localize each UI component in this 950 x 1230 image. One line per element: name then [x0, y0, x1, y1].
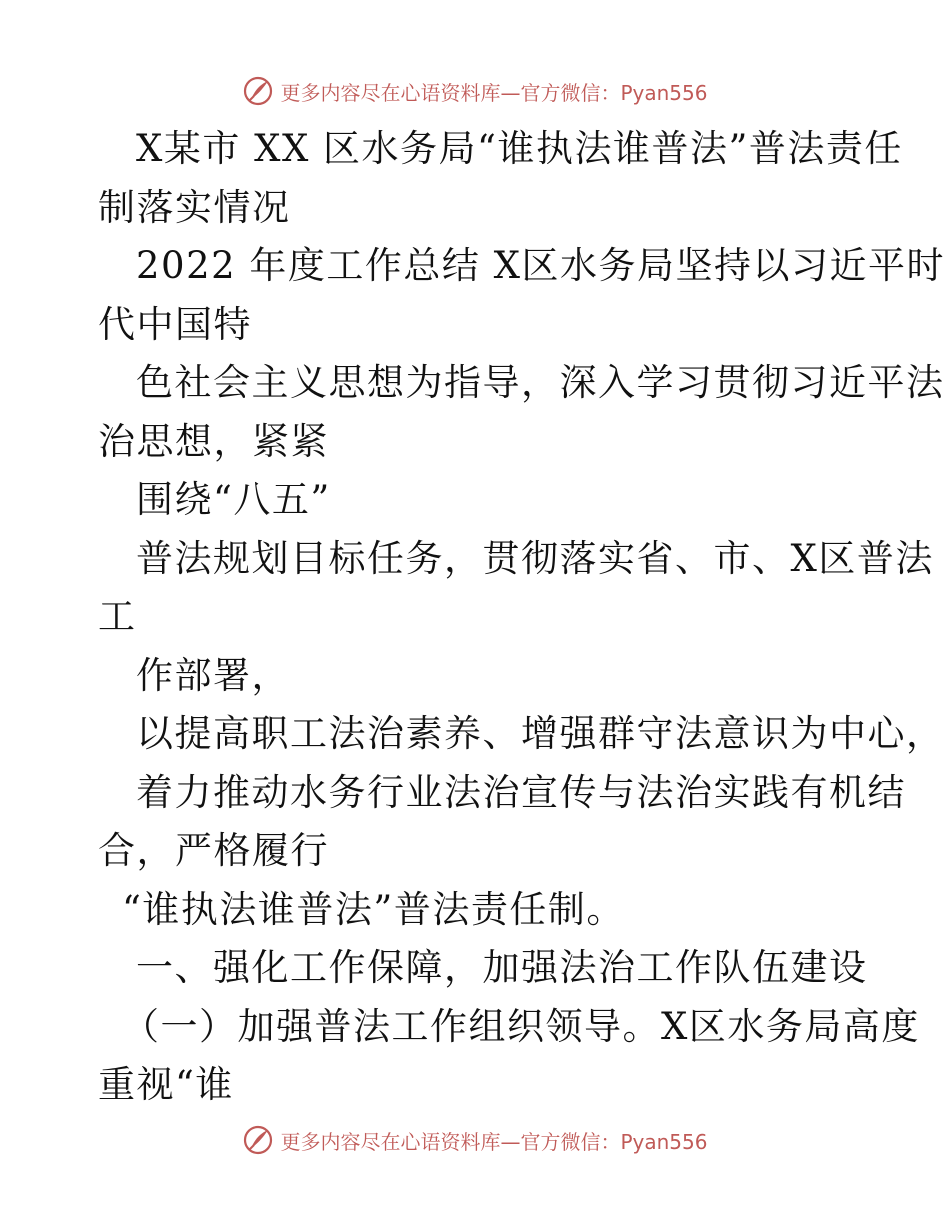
header-watermark-banner	[0, 71, 950, 111]
text-line: X某市 XX 区水务局“谁执法谁普法”普法责任	[136, 127, 903, 170]
text-line: 着力推动水务行业法治宣传与法治实践有机结	[136, 770, 906, 814]
text-line: 2022 年度工作总结 X区水务局坚持以习近平时	[136, 244, 946, 287]
text-line: 重视“谁	[98, 1063, 234, 1106]
text-line: （一）加强普法工作组织领导。X区水务局高度	[122, 1004, 920, 1048]
header-watermark-text: 更多内容尽在心语资料库—官方微信：Pyan556	[280, 80, 708, 105]
text-line: 普法规划目标任务，贯彻落实省、市、X区普法	[136, 536, 934, 580]
text-line: 代中国特	[98, 302, 252, 346]
text-line: “谁执法谁普法”普法责任制。	[122, 887, 625, 931]
footer-watermark-text: 更多内容尽在心语资料库—官方微信：Pyan556	[280, 1129, 708, 1154]
text-line: 作部署，	[136, 653, 290, 697]
footer-watermark-banner	[0, 1120, 950, 1160]
document-body	[98, 120, 946, 1115]
text-line: 围绕“八五”	[136, 478, 331, 521]
quill-logo-icon	[242, 1124, 274, 1156]
text-line: 工	[98, 595, 137, 638]
text-line: 制落实情况	[98, 185, 291, 229]
text-line: 色社会主义思想为指导，深入学习贯彻习近平法	[136, 361, 945, 404]
quill-logo-icon	[242, 75, 274, 107]
text-line: 一、强化工作保障，加强法治工作队伍建设	[136, 946, 868, 989]
text-line: 以提高职工法治素养、增强群守法意识为中心，	[136, 712, 945, 755]
text-line: 治思想，紧紧	[98, 419, 329, 463]
text-line: 合，严格履行	[98, 829, 329, 872]
